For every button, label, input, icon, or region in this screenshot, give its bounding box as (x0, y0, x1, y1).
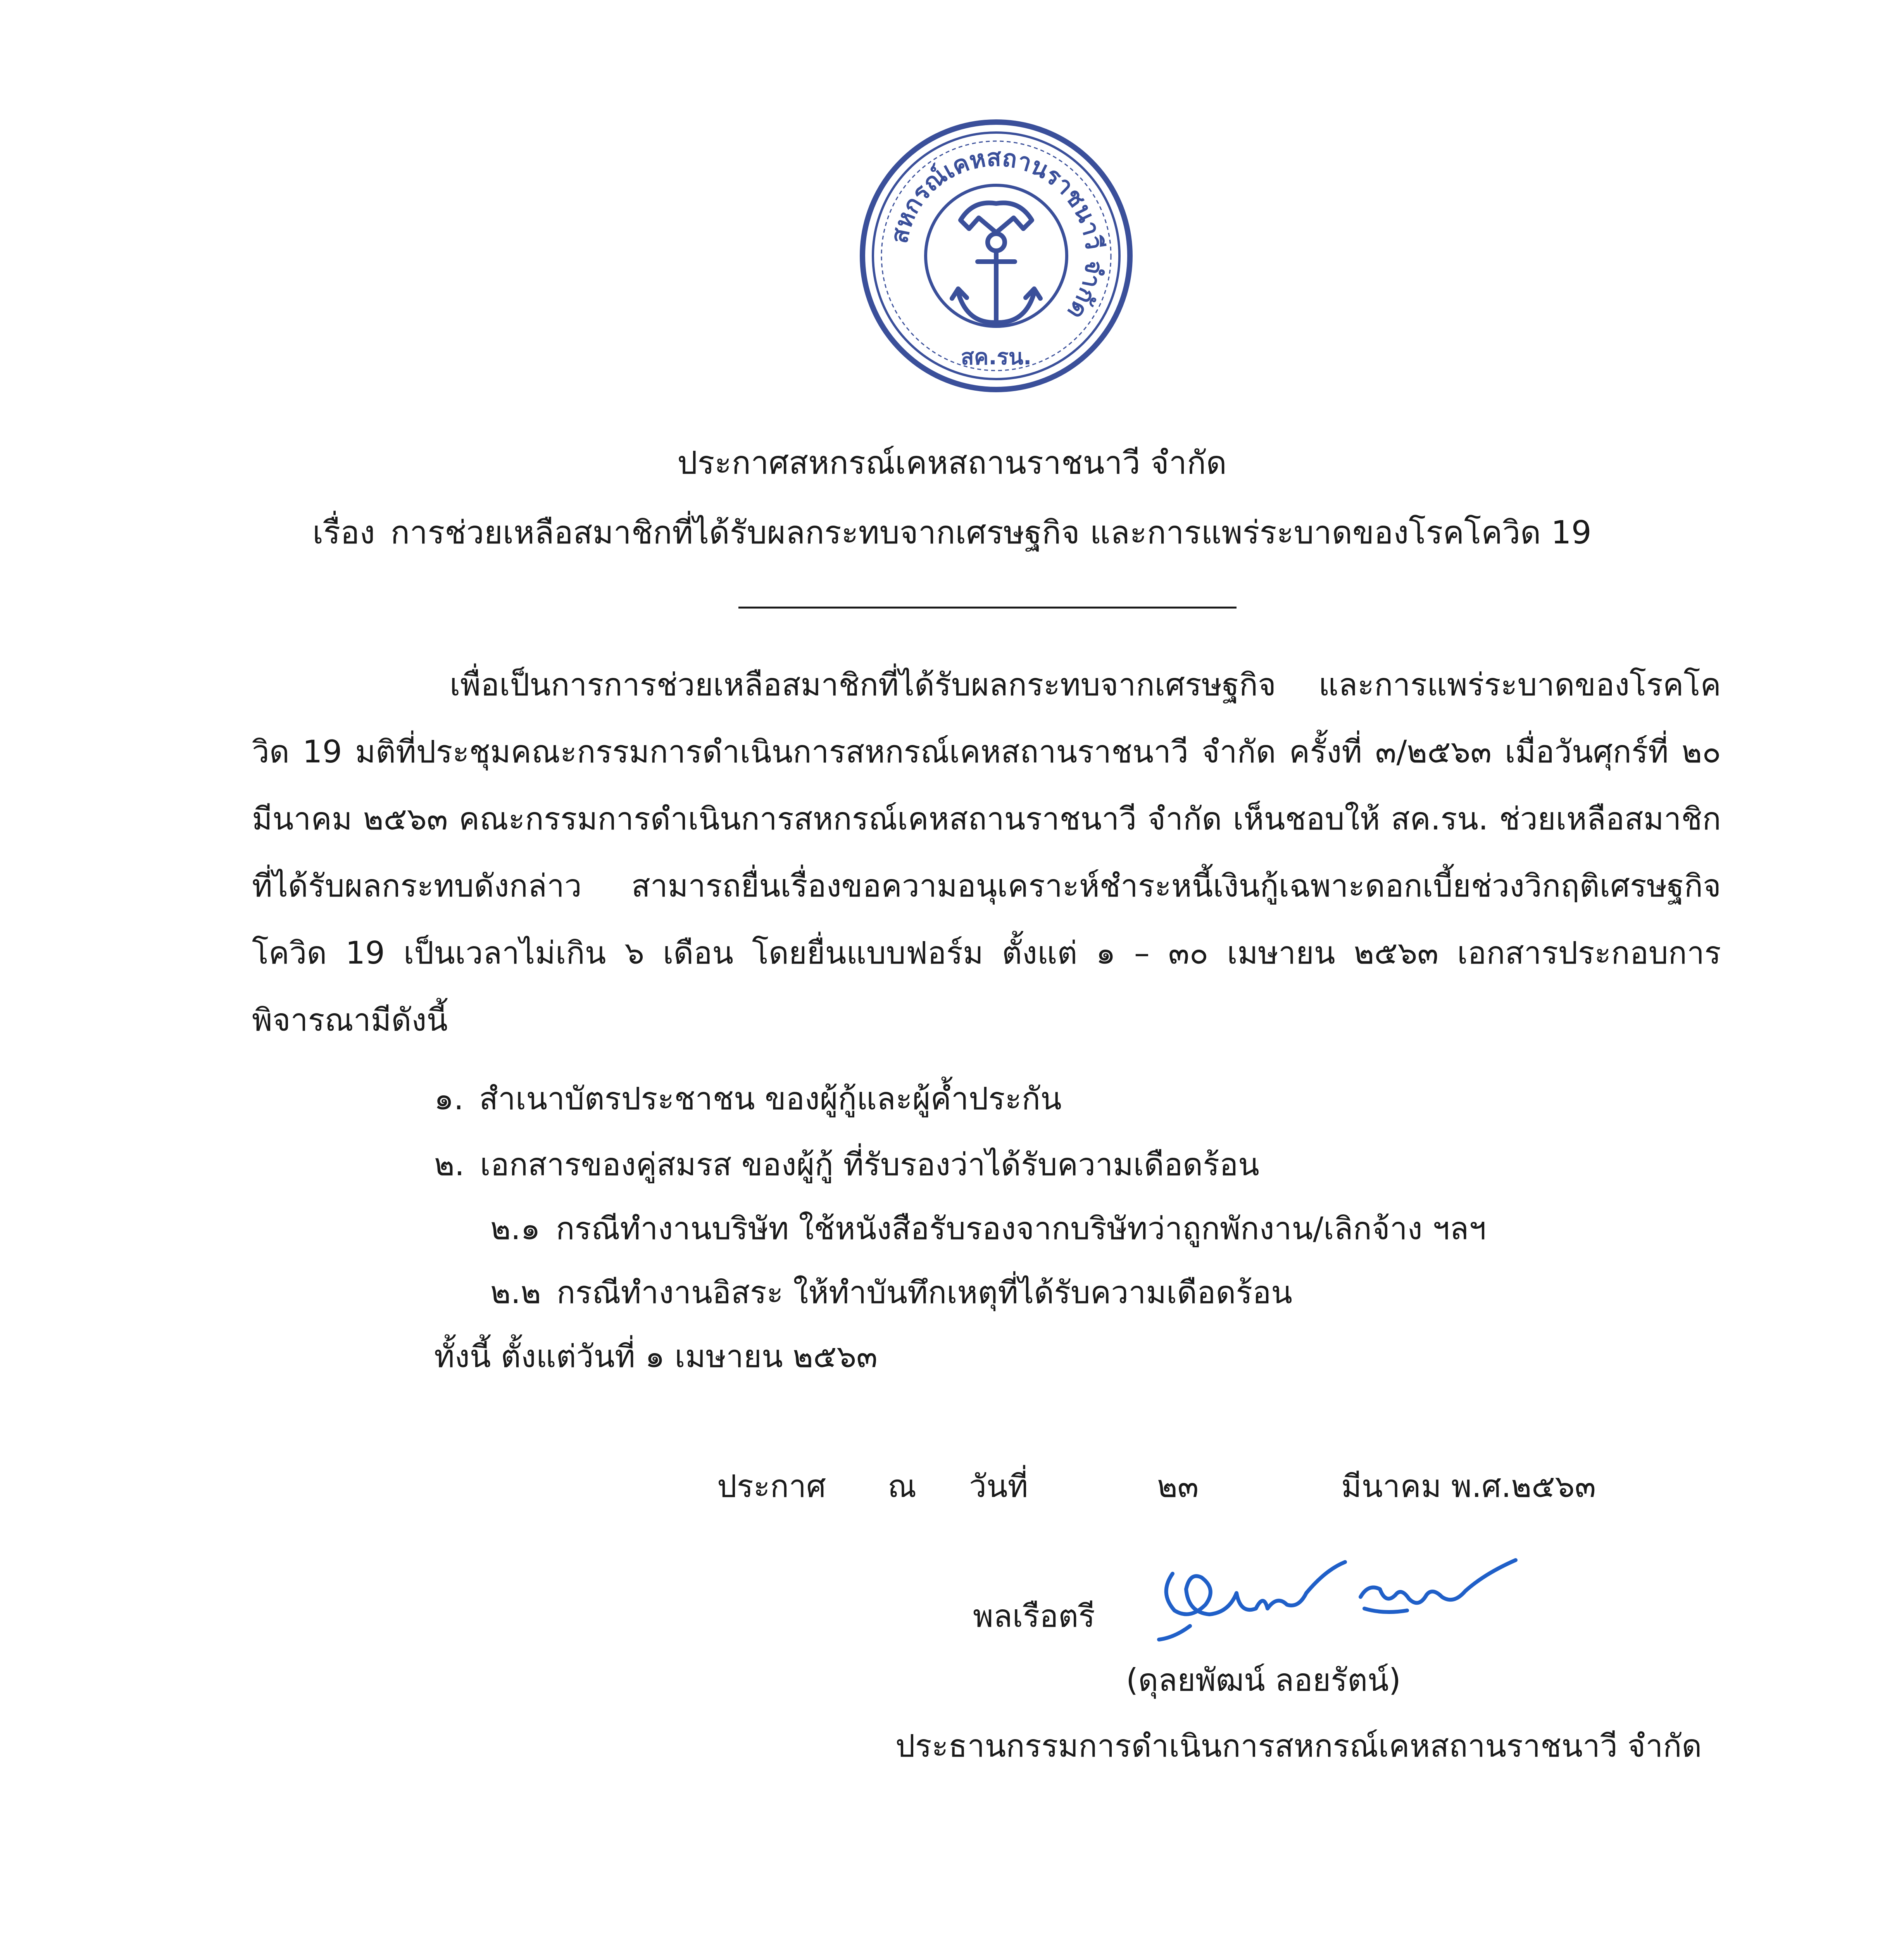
seal-emblem-icon (857, 116, 1136, 395)
announce-month-year: มีนาคม พ.ศ.๒๕๖๓ (1341, 1468, 1596, 1504)
signature-scribble-icon (1143, 1547, 1570, 1647)
anchor-icon (952, 203, 1040, 322)
list-item-number: ๒.๒ (490, 1274, 541, 1310)
cooperative-seal (857, 116, 1136, 395)
announce-at: ณ (888, 1468, 917, 1504)
announcement-subject (0, 510, 1904, 556)
list-item-text: กรณีทำงานบริษัท ใช้หนังสือรับรองจากบริษัทว่าถูกพักงาน/เลิกจ้าง ฯลฯ (555, 1210, 1487, 1247)
signer-name: (ดุลยพัฒน์ ลอยรัตน์) (1126, 1662, 1401, 1698)
title-divider (738, 607, 1237, 609)
seal-abbrev-text: สค.รน. (961, 345, 1032, 370)
list-item-number: ๑. (434, 1081, 464, 1117)
announce-label: ประกาศ (717, 1468, 826, 1504)
body-paragraph: เพื่อเป็นการการช่วยเหลือสมาชิกที่ได้รับผลกระทบจากเศรษฐกิจ และการแพร่ระบาดของโรคโควิด 19 มติที่ประชุมคณะกรรมการดำเนินการสหกรณ์เคหสถานราชนาวี จำกัด ครั้งที่ ๓/๒๕๖๓ เมื่อวันศุกร์ที่ ๒๐ มีนาคม ๒๕๖๓ คณะกรรมการดำเนินการสหกรณ์เคหสถานราชนาวี จำกัด เห็นชอบให้ สค.รน. ช่วยเหลือสมาชิกที่ได้รับผลกระทบดังกล่าว สามารถยื่นเรื่องขอความอนุเคราะห์ชำระหนี้เงินกู้เฉพาะดอกเบี้ยช่วงวิกฤติเศรษฐกิจ โควิด 19 เป็นเวลาไม่เกิน ๖ เดือน โดยยื่นแบบฟอร์ม ตั้งแต่ ๑ – ๓๐ เมษายน ๒๕๖๓ เอกสารประกอบการพิจารณามีดังนี้ (252, 667, 1721, 1038)
subject-text: การช่วยเหลือสมาชิกที่ได้รับผลกระทบจากเศรษฐกิจ และการแพร่ระบาดของโรคโควิด 19 (390, 514, 1592, 551)
list-item-1 (434, 1076, 1062, 1122)
handwritten-signature (1143, 1547, 1570, 1647)
announcement-title: ประกาศสหกรณ์เคหสถานราชนาวี จำกัด (677, 445, 1227, 481)
signer-rank: พลเรือตรี (973, 1598, 1095, 1634)
effective-date-line: ทั้งนี้ ตั้งแต่วันที่ ๑ เมษายน ๒๕๖๓ (434, 1338, 878, 1374)
list-item-2 (434, 1141, 1259, 1188)
list-item-2-1 (490, 1205, 1486, 1252)
announce-day: ๒๓ (1157, 1468, 1199, 1504)
list-item-number: ๒.๑ (490, 1210, 540, 1247)
list-item-number: ๒. (434, 1147, 465, 1183)
subject-label: เรื่อง (312, 514, 375, 551)
signer-position: ประธานกรรมการดำเนินการสหกรณ์เคหสถานราชนาวี จำกัด (895, 1728, 1702, 1764)
list-item-text: เอกสารของคู่สมรส ของผู้กู้ ที่รับรองว่าได้รับความเดือดร้อน (480, 1147, 1259, 1183)
announce-date-label: วันที่ (969, 1468, 1028, 1504)
list-item-text: สำเนาบัตรประชาชน ของผู้กู้และผู้ค้ำประกัน (479, 1081, 1062, 1117)
list-item-text: กรณีทำงานอิสระ ให้ทำบันทึกเหตุที่ได้รับความเดือดร้อน (556, 1274, 1292, 1310)
seal-ring-text: สหกรณ์เคหสถานราชนาวี จำกัด (885, 143, 1109, 325)
list-item-2-2 (490, 1269, 1292, 1316)
